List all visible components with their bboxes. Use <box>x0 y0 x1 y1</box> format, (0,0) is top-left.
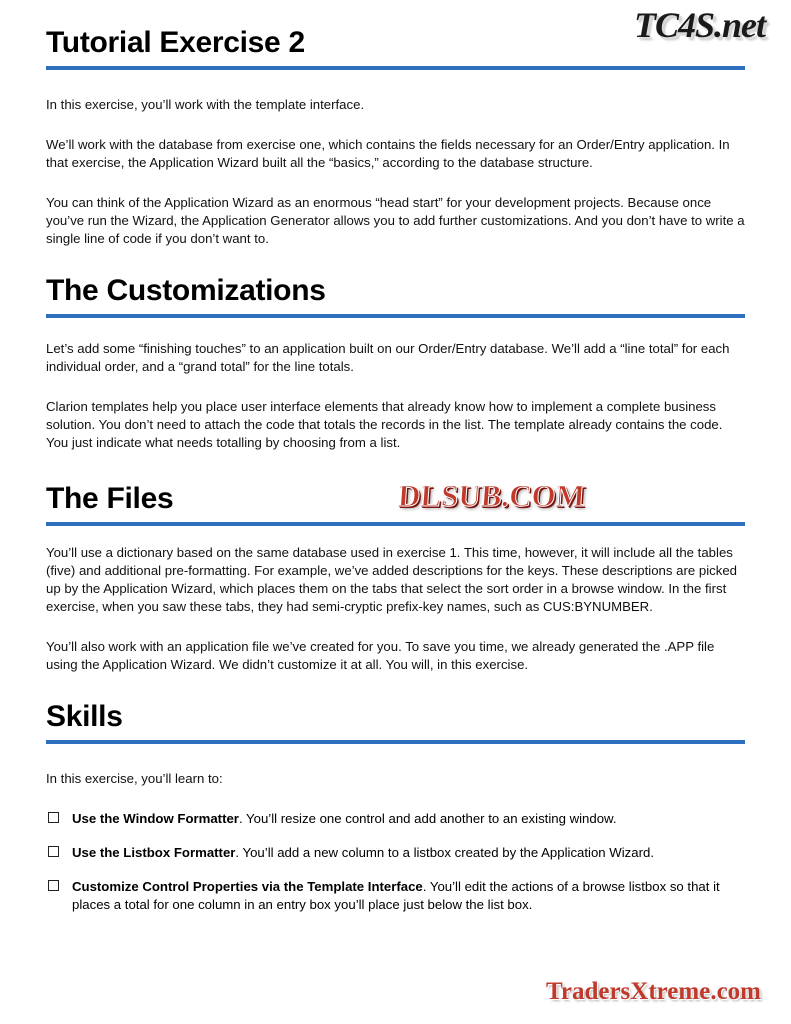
checkbox-icon <box>48 880 59 891</box>
bottom-brand-watermark: TradersXtreme.com <box>546 978 761 1005</box>
files-paragraph-1: You’ll use a dictionary based on the same database used in exercise 1. This time, however, it will include all the tables (five) and additional pre-formatting. For example, we’ve added descriptions for the keys. These descriptions are picked up by the Application Wizard, which places them on the tabs that select the sort order in a browse window. In the first exercise, when you saw these tabs, they had semi-cryptic prefix-key names, such as CUS:BYNUMBER. <box>46 545 737 614</box>
section-underline-rule <box>46 740 745 744</box>
section-heading-customizations: The Customizations <box>46 274 326 307</box>
skill-description: . You’ll add a new column to a listbox created by the Application Wizard. <box>235 845 655 860</box>
skill-title: Use the Listbox Formatter <box>72 845 236 860</box>
page-title: Tutorial Exercise 2 <box>46 26 305 59</box>
skills-lead-text: In this exercise, you’ll learn to: <box>46 771 223 786</box>
list-item <box>46 844 745 862</box>
skills-list <box>46 810 745 914</box>
skill-description: . You’ll edit the actions of a browse listbox so that it places a total for one column in an entry box you’ll place just below the list box. <box>72 879 720 912</box>
skill-description: . You’ll resize one control and add another to an existing window. <box>238 811 617 826</box>
dlsub-watermark: DLSUB.COM <box>396 478 587 513</box>
page-title-block <box>46 26 745 70</box>
customizations-paragraph-2: Clarion templates help you place user interface elements that already know how to implement a complete business solution. You don’t need to attach the code that totals the records in the list. The template already contains the code. You just indicate what needs totalling by choosing from a list. <box>46 399 723 450</box>
intro-paragraph-3: You can think of the Application Wizard as an enormous “head start” for your development projects. Because once you’ve run the Wizard, the Application Generator allows you to add further customizations. And you don’t have to write a single line of code if you don’t want to. <box>46 195 745 246</box>
section-files-heading-block <box>46 478 745 526</box>
list-item <box>46 878 745 914</box>
skill-title: Use the Window Formatter <box>72 811 239 826</box>
top-brand-watermark: TC4S.net <box>633 5 765 45</box>
section-heading-skills: Skills <box>46 700 123 733</box>
checkbox-icon <box>48 846 59 857</box>
title-underline-rule <box>46 66 745 70</box>
section-skills-heading-block <box>46 700 745 744</box>
section-underline-rule <box>46 314 745 318</box>
section-customizations-heading-block <box>46 274 745 318</box>
intro-paragraph-1: In this exercise, you’ll work with the template interface. <box>46 97 365 112</box>
skill-title: Customize Control Properties via the Template Interface <box>72 879 423 894</box>
customizations-paragraph-1: Let’s add some “finishing touches” to an application built on our Order/Entry database. We’ll add a “line total” for each individual order, and a “grand total” for the line totals. <box>46 341 730 374</box>
files-paragraph-2: You’ll also work with an application file we’ve created for you. To save you time, we already generated the .APP file using the Application Wizard. We didn’t customize it at all. You will, in this exercise. <box>46 639 715 672</box>
intro-paragraph-2: We’ll work with the database from exercise one, which contains the fields necessary for an Order/Entry application. In that exercise, the Application Wizard built all the “basics,” according to the database structure. <box>46 137 730 170</box>
section-heading-files: The Files <box>46 482 174 515</box>
list-item <box>46 810 745 828</box>
section-underline-rule <box>46 522 745 526</box>
checkbox-icon <box>48 812 59 823</box>
